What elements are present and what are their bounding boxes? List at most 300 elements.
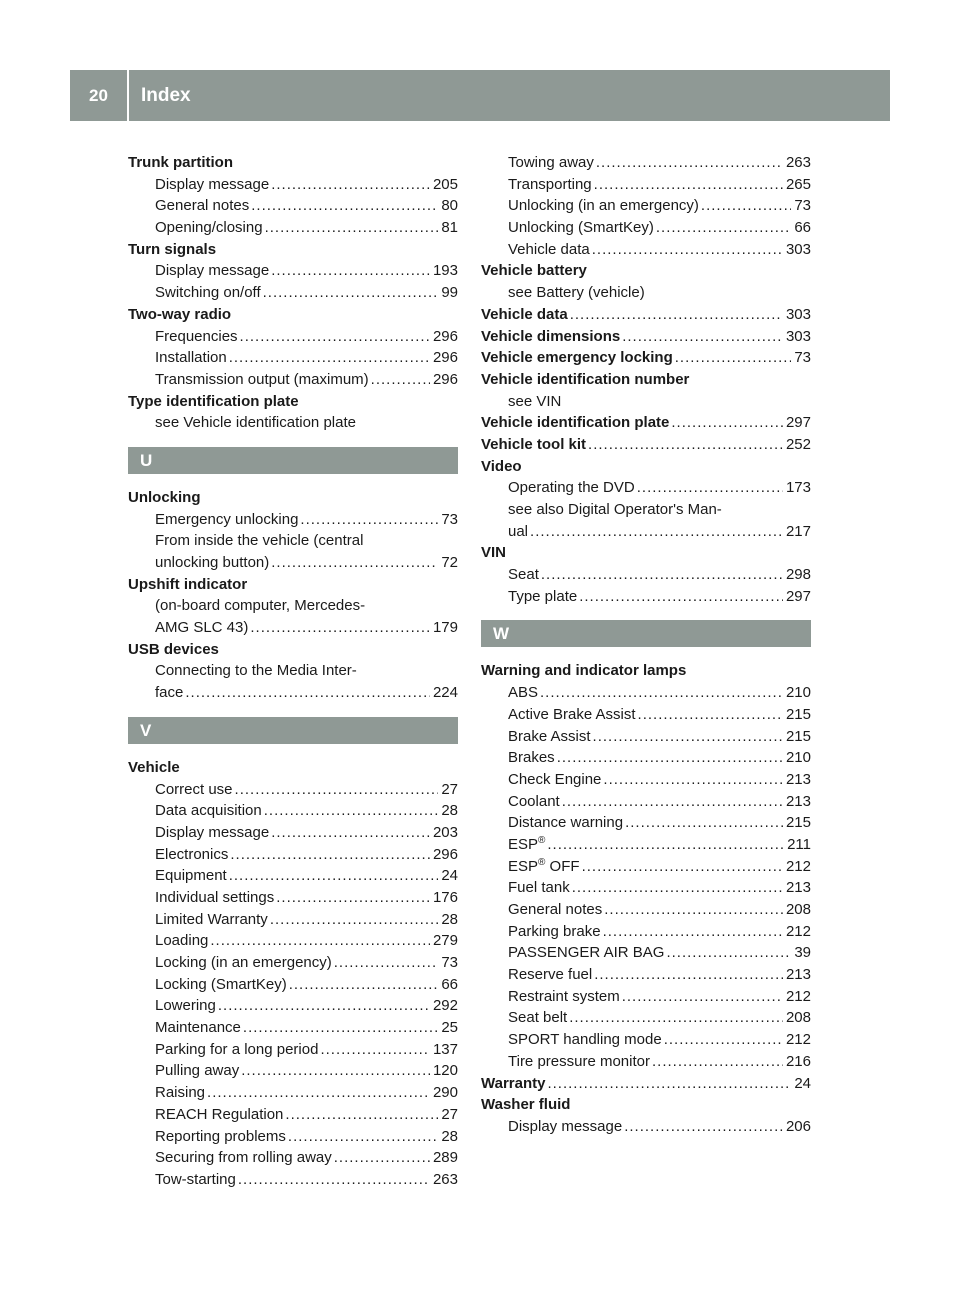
dot-leader	[666, 942, 791, 964]
page-title: Index	[141, 85, 191, 106]
index-sub-entry[interactable]	[481, 195, 811, 217]
entry-label: see Vehicle identification plate	[155, 414, 356, 432]
index-sub-entry[interactable]	[128, 887, 458, 909]
entry-label-text: AMG SLC 43)	[155, 619, 249, 637]
dot-leader	[210, 930, 430, 952]
page-reference[interactable]: 66	[441, 975, 458, 993]
dot-leader	[547, 834, 784, 856]
dot-leader	[334, 1147, 430, 1169]
entry-label	[155, 369, 371, 391]
index-sub-entry[interactable]	[481, 682, 811, 704]
entry-label	[508, 217, 656, 239]
entry-label	[155, 282, 263, 304]
index-main-entry[interactable]	[481, 326, 811, 348]
dot-leader	[250, 617, 430, 639]
dot-leader	[276, 887, 430, 909]
index-sub-entry[interactable]	[481, 921, 811, 943]
entry-label-text: ABS	[508, 684, 539, 702]
page-reference[interactable]: 176	[432, 888, 458, 906]
page-reference[interactable]: 297	[785, 587, 811, 605]
index-sub-entry[interactable]	[481, 477, 811, 499]
entry-label	[155, 822, 271, 844]
dot-leader	[229, 865, 439, 887]
index-sub-entry[interactable]	[128, 682, 458, 704]
entry-label-text: Locking (SmartKey)	[155, 975, 287, 993]
dot-leader	[593, 726, 783, 748]
index-sub-entry[interactable]	[128, 217, 458, 239]
entry-label	[155, 1082, 207, 1104]
index-sub-entry[interactable]	[481, 217, 811, 239]
entry-label-text: ual	[508, 522, 529, 540]
index-sub-entry[interactable]	[128, 174, 458, 196]
index-sub-entry[interactable]	[128, 844, 458, 866]
index-main-entry	[128, 757, 458, 779]
page-reference[interactable]: 24	[794, 1074, 811, 1092]
page-reference[interactable]: 73	[441, 510, 458, 528]
index-main-entry	[128, 391, 458, 413]
page-number: 20	[89, 86, 108, 105]
index-sub-entry[interactable]	[481, 239, 811, 261]
index-sub-entry[interactable]	[128, 865, 458, 887]
entry-label	[481, 326, 622, 348]
page-reference[interactable]: 213	[785, 792, 811, 810]
entry-label-text: Maintenance	[155, 1019, 241, 1037]
page-reference[interactable]: 73	[794, 197, 811, 215]
entry-label	[155, 865, 229, 887]
entry-label	[155, 800, 264, 822]
index-sub-entry[interactable]	[481, 174, 811, 196]
entry-label: Vehicle	[128, 758, 180, 776]
index-sub-entry[interactable]	[128, 326, 458, 348]
entry-label-text: Switching on/off	[155, 284, 261, 302]
header-divider	[127, 70, 129, 121]
page-reference[interactable]: 213	[785, 770, 811, 788]
entry-label-suffix: OFF	[545, 857, 580, 875]
entry-label	[508, 856, 582, 878]
index-sub-entry[interactable]	[481, 856, 811, 878]
entry-label-text: Limited Warranty	[155, 910, 268, 928]
index-sub-entry[interactable]	[128, 282, 458, 304]
dot-leader	[603, 769, 783, 791]
entry-label: Connecting to the Media Inter-	[155, 662, 357, 680]
entry-label-text: Warranty	[481, 1074, 546, 1092]
index-column-left	[128, 152, 458, 1191]
page-reference[interactable]: 206	[785, 1117, 811, 1135]
entry-label-text: Unlocking (SmartKey)	[508, 219, 654, 237]
page-reference[interactable]: 212	[785, 857, 811, 875]
entry-label: Warning and indicator lamps	[481, 662, 687, 680]
index-sub-entry[interactable]	[128, 995, 458, 1017]
entry-label: see also Digital Operator's Man-	[508, 501, 722, 518]
index-sub-entry[interactable]	[481, 769, 811, 791]
index-sub-text	[128, 530, 458, 552]
page-reference[interactable]: 217	[785, 522, 811, 540]
entry-label	[155, 260, 271, 282]
index-sub-entry[interactable]	[128, 195, 458, 217]
index-column-right	[481, 152, 811, 1138]
page-reference[interactable]: 28	[441, 802, 458, 820]
entry-label-text: Vehicle identification plate	[481, 414, 670, 432]
entry-label-text: Transporting	[508, 175, 592, 193]
entry-label: see Battery (vehicle)	[508, 284, 645, 302]
entry-label-text: Display message	[508, 1117, 623, 1135]
entry-label-text: Vehicle data	[481, 305, 568, 323]
page-reference[interactable]: 210	[785, 749, 811, 767]
dot-leader	[271, 822, 430, 844]
dot-leader	[334, 952, 439, 974]
page-reference[interactable]: 179	[432, 619, 458, 637]
index-sub-text	[128, 595, 458, 617]
page-reference[interactable]: 39	[794, 944, 811, 962]
entry-label-text: Tire pressure monitor	[508, 1052, 650, 1070]
page-reference[interactable]: 303	[785, 327, 811, 345]
dot-leader	[622, 326, 783, 348]
page-reference[interactable]: 27	[441, 1105, 458, 1123]
page-reference[interactable]: 263	[785, 154, 811, 171]
index-main-entry[interactable]	[481, 304, 811, 326]
entry-label	[155, 952, 334, 974]
entry-label: Type identification plate	[128, 392, 299, 410]
page-reference[interactable]: 292	[432, 997, 458, 1015]
entry-label	[508, 239, 592, 261]
entry-label: Vehicle identification number	[481, 370, 690, 388]
entry-label-text: Pulling away	[155, 1062, 240, 1080]
dot-leader	[624, 1116, 783, 1138]
index-sub-entry[interactable]	[128, 347, 458, 369]
entry-label	[155, 995, 218, 1017]
entry-label: Vehicle battery	[481, 262, 587, 280]
index-main-entry[interactable]	[481, 1073, 811, 1095]
entry-label-text: Coolant	[508, 792, 560, 810]
dot-leader	[285, 1104, 438, 1126]
entry-label-text: Reserve fuel	[508, 966, 593, 984]
page-reference[interactable]: 208	[785, 901, 811, 918]
entry-label	[508, 1116, 624, 1138]
dot-leader	[569, 1007, 783, 1029]
entry-label	[155, 195, 251, 217]
dot-leader	[588, 434, 783, 456]
index-main-entry	[128, 639, 458, 661]
entry-label-text: Vehicle data	[508, 240, 590, 258]
page-reference[interactable]: 73	[794, 349, 811, 367]
page-reference[interactable]: 265	[785, 175, 811, 193]
entry-label	[508, 899, 604, 921]
index-sub-entry[interactable]	[128, 1082, 458, 1104]
page-reference[interactable]: 213	[785, 966, 811, 984]
entry-label	[155, 909, 270, 931]
index-sub-entry[interactable]	[481, 1007, 811, 1029]
index-sub-entry[interactable]	[481, 1051, 811, 1073]
dot-leader	[637, 477, 783, 499]
page-reference[interactable]: 279	[432, 932, 458, 950]
dot-leader	[263, 282, 439, 304]
page-reference[interactable]: 252	[785, 435, 811, 453]
page-reference[interactable]: 120	[432, 1062, 458, 1080]
index-main-entry	[481, 456, 811, 478]
dot-leader	[320, 1039, 430, 1061]
entry-label-text: REACH Regulation	[155, 1105, 284, 1123]
page-reference[interactable]: 173	[785, 479, 811, 497]
dot-leader	[596, 152, 783, 174]
entry-label	[508, 791, 562, 813]
index-sub-entry[interactable]	[128, 974, 458, 996]
entry-label-text: Opening/closing	[155, 219, 263, 237]
page-reference[interactable]: 211	[787, 835, 811, 853]
index-sub-entry[interactable]	[128, 909, 458, 931]
page-reference[interactable]: 193	[432, 262, 458, 280]
entry-label	[155, 682, 185, 704]
index-sub-entry[interactable]	[128, 1147, 458, 1169]
page-reference[interactable]: 303	[785, 305, 811, 323]
index-sub-text	[481, 499, 811, 521]
page-reference[interactable]: 297	[785, 414, 811, 432]
entry-label	[508, 834, 547, 856]
entry-label-text: Loading	[155, 932, 209, 950]
dot-leader	[271, 174, 430, 196]
page-reference[interactable]: 24	[441, 867, 458, 885]
entry-label	[508, 726, 593, 748]
page-reference[interactable]: 215	[785, 814, 811, 832]
dot-leader	[289, 974, 439, 996]
dot-leader	[675, 347, 792, 369]
entry-label-text: Vehicle emergency locking	[481, 349, 673, 367]
page-reference[interactable]: 72	[441, 554, 458, 571]
page-reference[interactable]: 224	[432, 684, 458, 702]
entry-label-text: Brakes	[508, 749, 555, 767]
page-reference[interactable]: 25	[441, 1019, 458, 1037]
index-sub-entry[interactable]	[481, 986, 811, 1008]
entry-label: Trunk partition	[128, 154, 233, 171]
index-main-entry[interactable]	[481, 347, 811, 369]
dot-leader	[240, 326, 430, 348]
entry-label-text: PASSENGER AIR BAG	[508, 944, 665, 962]
index-sub-entry[interactable]	[128, 1169, 458, 1191]
index-sub-entry[interactable]	[128, 1126, 458, 1148]
index-sub-entry[interactable]	[481, 791, 811, 813]
page-reference[interactable]: 210	[785, 684, 811, 702]
entry-label-text: Check Engine	[508, 770, 602, 788]
page-reference[interactable]: 208	[785, 1009, 811, 1027]
entry-label	[508, 704, 638, 726]
page-reference[interactable]: 73	[441, 954, 458, 971]
index-sub-entry[interactable]	[481, 964, 811, 986]
dot-leader	[300, 509, 438, 531]
index-main-entry[interactable]	[481, 434, 811, 456]
index-sub-entry[interactable]	[128, 800, 458, 822]
page-reference[interactable]: 212	[785, 987, 811, 1005]
entry-label-text: ESP	[508, 857, 539, 875]
dot-leader	[371, 369, 430, 391]
entry-label-text: Locking (in an emergency)	[155, 954, 332, 971]
page-reference[interactable]: 205	[432, 175, 458, 193]
entry-label: see VIN	[508, 392, 562, 410]
entry-label	[508, 1007, 569, 1029]
page-header	[70, 70, 890, 121]
dot-leader	[594, 174, 783, 196]
entry-label	[155, 347, 229, 369]
entry-label	[481, 434, 588, 456]
entry-label-text: General notes	[155, 197, 250, 215]
index-sub-entry[interactable]	[128, 369, 458, 391]
index-main-entry	[128, 239, 458, 261]
index-sub-entry[interactable]	[128, 779, 458, 801]
dot-leader	[185, 682, 430, 704]
index-sub-entry[interactable]	[128, 617, 458, 639]
index-sub-text	[481, 391, 811, 413]
dot-leader	[582, 856, 783, 878]
registered-mark: ®	[538, 856, 546, 868]
index-main-entry[interactable]	[481, 412, 811, 434]
page-reference[interactable]: 27	[441, 780, 458, 798]
entry-label	[155, 1017, 243, 1039]
index-main-entry	[128, 304, 458, 326]
entry-label	[481, 1073, 547, 1095]
page-reference[interactable]: 263	[432, 1170, 458, 1188]
index-sub-entry[interactable]	[128, 260, 458, 282]
dot-leader	[625, 812, 783, 834]
page-reference[interactable]: 215	[785, 727, 811, 745]
page-reference[interactable]: 296	[432, 845, 458, 863]
dot-leader	[671, 412, 783, 434]
dot-leader	[270, 909, 439, 931]
entry-label-text: Vehicle dimensions	[481, 327, 621, 345]
index-sub-entry[interactable]	[128, 822, 458, 844]
index-sub-entry[interactable]	[481, 726, 811, 748]
index-main-entry	[481, 260, 811, 282]
entry-label-text: Equipment	[155, 867, 227, 885]
index-sub-entry[interactable]	[481, 747, 811, 769]
entry-label-text: Operating the DVD	[508, 479, 635, 497]
entry-label	[155, 552, 271, 574]
dot-leader	[547, 1073, 791, 1095]
entry-label	[155, 326, 240, 348]
entry-label-text: Securing from rolling away	[155, 1149, 332, 1167]
index-sub-entry[interactable]	[128, 1060, 458, 1082]
entry-label-text: ESP	[508, 835, 539, 853]
dot-leader	[218, 995, 430, 1017]
page-reference[interactable]: 213	[785, 879, 811, 897]
index-sub-entry[interactable]	[481, 586, 811, 608]
page-reference[interactable]: 28	[441, 1127, 458, 1145]
page-reference[interactable]: 303	[785, 240, 811, 258]
entry-label	[155, 509, 300, 531]
entry-label-text: Vehicle tool kit	[481, 435, 587, 453]
page-reference[interactable]: 296	[432, 327, 458, 345]
page-reference[interactable]: 289	[432, 1149, 458, 1167]
entry-label	[481, 412, 671, 434]
entry-label	[155, 217, 265, 239]
index-sub-entry[interactable]	[481, 1029, 811, 1051]
index-sub-entry[interactable]	[128, 952, 458, 974]
page-reference[interactable]: 137	[432, 1040, 458, 1058]
index-sub-entry[interactable]	[481, 877, 811, 899]
dot-leader	[243, 1017, 438, 1039]
entry-label-text: Tow-starting	[155, 1170, 236, 1188]
entry-label-text: Transmission output (maximum)	[155, 370, 369, 388]
entry-label	[155, 1147, 334, 1169]
index-sub-entry[interactable]	[481, 834, 811, 856]
entry-label	[508, 986, 622, 1008]
entry-label	[508, 942, 666, 964]
index-sub-entry[interactable]	[481, 812, 811, 834]
entry-label-text: General notes	[508, 901, 603, 918]
entry-label-text: Fuel tank	[508, 879, 570, 897]
dot-leader	[230, 844, 430, 866]
entry-label	[508, 586, 579, 608]
entry-label-text: Data acquisition	[155, 802, 262, 820]
page-reference[interactable]: 216	[785, 1052, 811, 1070]
entry-label-text: Active Brake Assist	[508, 705, 636, 723]
entry-label: Turn signals	[128, 240, 217, 258]
dot-leader	[241, 1060, 430, 1082]
entry-label-text: Correct use	[155, 780, 233, 798]
entry-label-text: Electronics	[155, 845, 229, 863]
index-sub-entry[interactable]	[481, 152, 811, 174]
section-letter-heading: W	[481, 620, 811, 647]
entry-label: Unlocking	[128, 488, 201, 506]
entry-label-text: Distance warning	[508, 814, 624, 832]
entry-label	[508, 769, 603, 791]
index-sub-entry[interactable]	[481, 564, 811, 586]
entry-label: Video	[481, 457, 522, 475]
dot-leader	[271, 552, 438, 574]
index-sub-entry[interactable]	[128, 1039, 458, 1061]
page-reference[interactable]: 80	[441, 197, 458, 215]
index-sub-entry[interactable]	[481, 942, 811, 964]
index-sub-entry[interactable]	[128, 1017, 458, 1039]
page-reference[interactable]: 81	[441, 219, 458, 237]
entry-label: USB devices	[128, 640, 219, 658]
entry-label: VIN	[481, 544, 507, 562]
dot-leader	[572, 877, 783, 899]
entry-label-text: Individual settings	[155, 888, 275, 906]
dot-leader	[594, 964, 783, 986]
page-reference[interactable]: 28	[441, 910, 458, 928]
page-reference[interactable]: 296	[432, 370, 458, 388]
page-reference[interactable]: 298	[785, 566, 811, 584]
entry-label	[508, 921, 603, 943]
dot-leader	[541, 564, 783, 586]
page-reference[interactable]: 212	[785, 1031, 811, 1049]
index-main-entry	[481, 369, 811, 391]
index-sub-entry[interactable]	[128, 1104, 458, 1126]
index-sub-entry[interactable]	[128, 552, 458, 574]
dot-leader	[265, 217, 439, 239]
entry-label	[508, 877, 572, 899]
index-sub-entry[interactable]	[481, 521, 811, 543]
page-reference[interactable]: 215	[785, 705, 811, 723]
entry-label	[508, 195, 701, 217]
page-reference[interactable]: 203	[432, 823, 458, 841]
page-reference[interactable]: 212	[785, 922, 811, 940]
index-sub-entry[interactable]	[481, 704, 811, 726]
dot-leader	[570, 304, 783, 326]
dot-leader	[579, 586, 783, 608]
index-sub-entry[interactable]	[481, 1116, 811, 1138]
dot-leader	[235, 779, 439, 801]
page-reference[interactable]: 290	[432, 1084, 458, 1102]
entry-label	[155, 1169, 238, 1191]
page-reference[interactable]: 296	[432, 349, 458, 367]
index-sub-text	[481, 282, 811, 304]
page-reference[interactable]: 66	[794, 219, 811, 237]
entry-label-text: Parking for a long period	[155, 1040, 319, 1058]
index-sub-entry[interactable]	[128, 930, 458, 952]
entry-label	[508, 747, 557, 769]
index-sub-entry[interactable]	[128, 509, 458, 531]
index-sub-entry[interactable]	[481, 899, 811, 921]
page-reference[interactable]: 99	[441, 284, 458, 302]
